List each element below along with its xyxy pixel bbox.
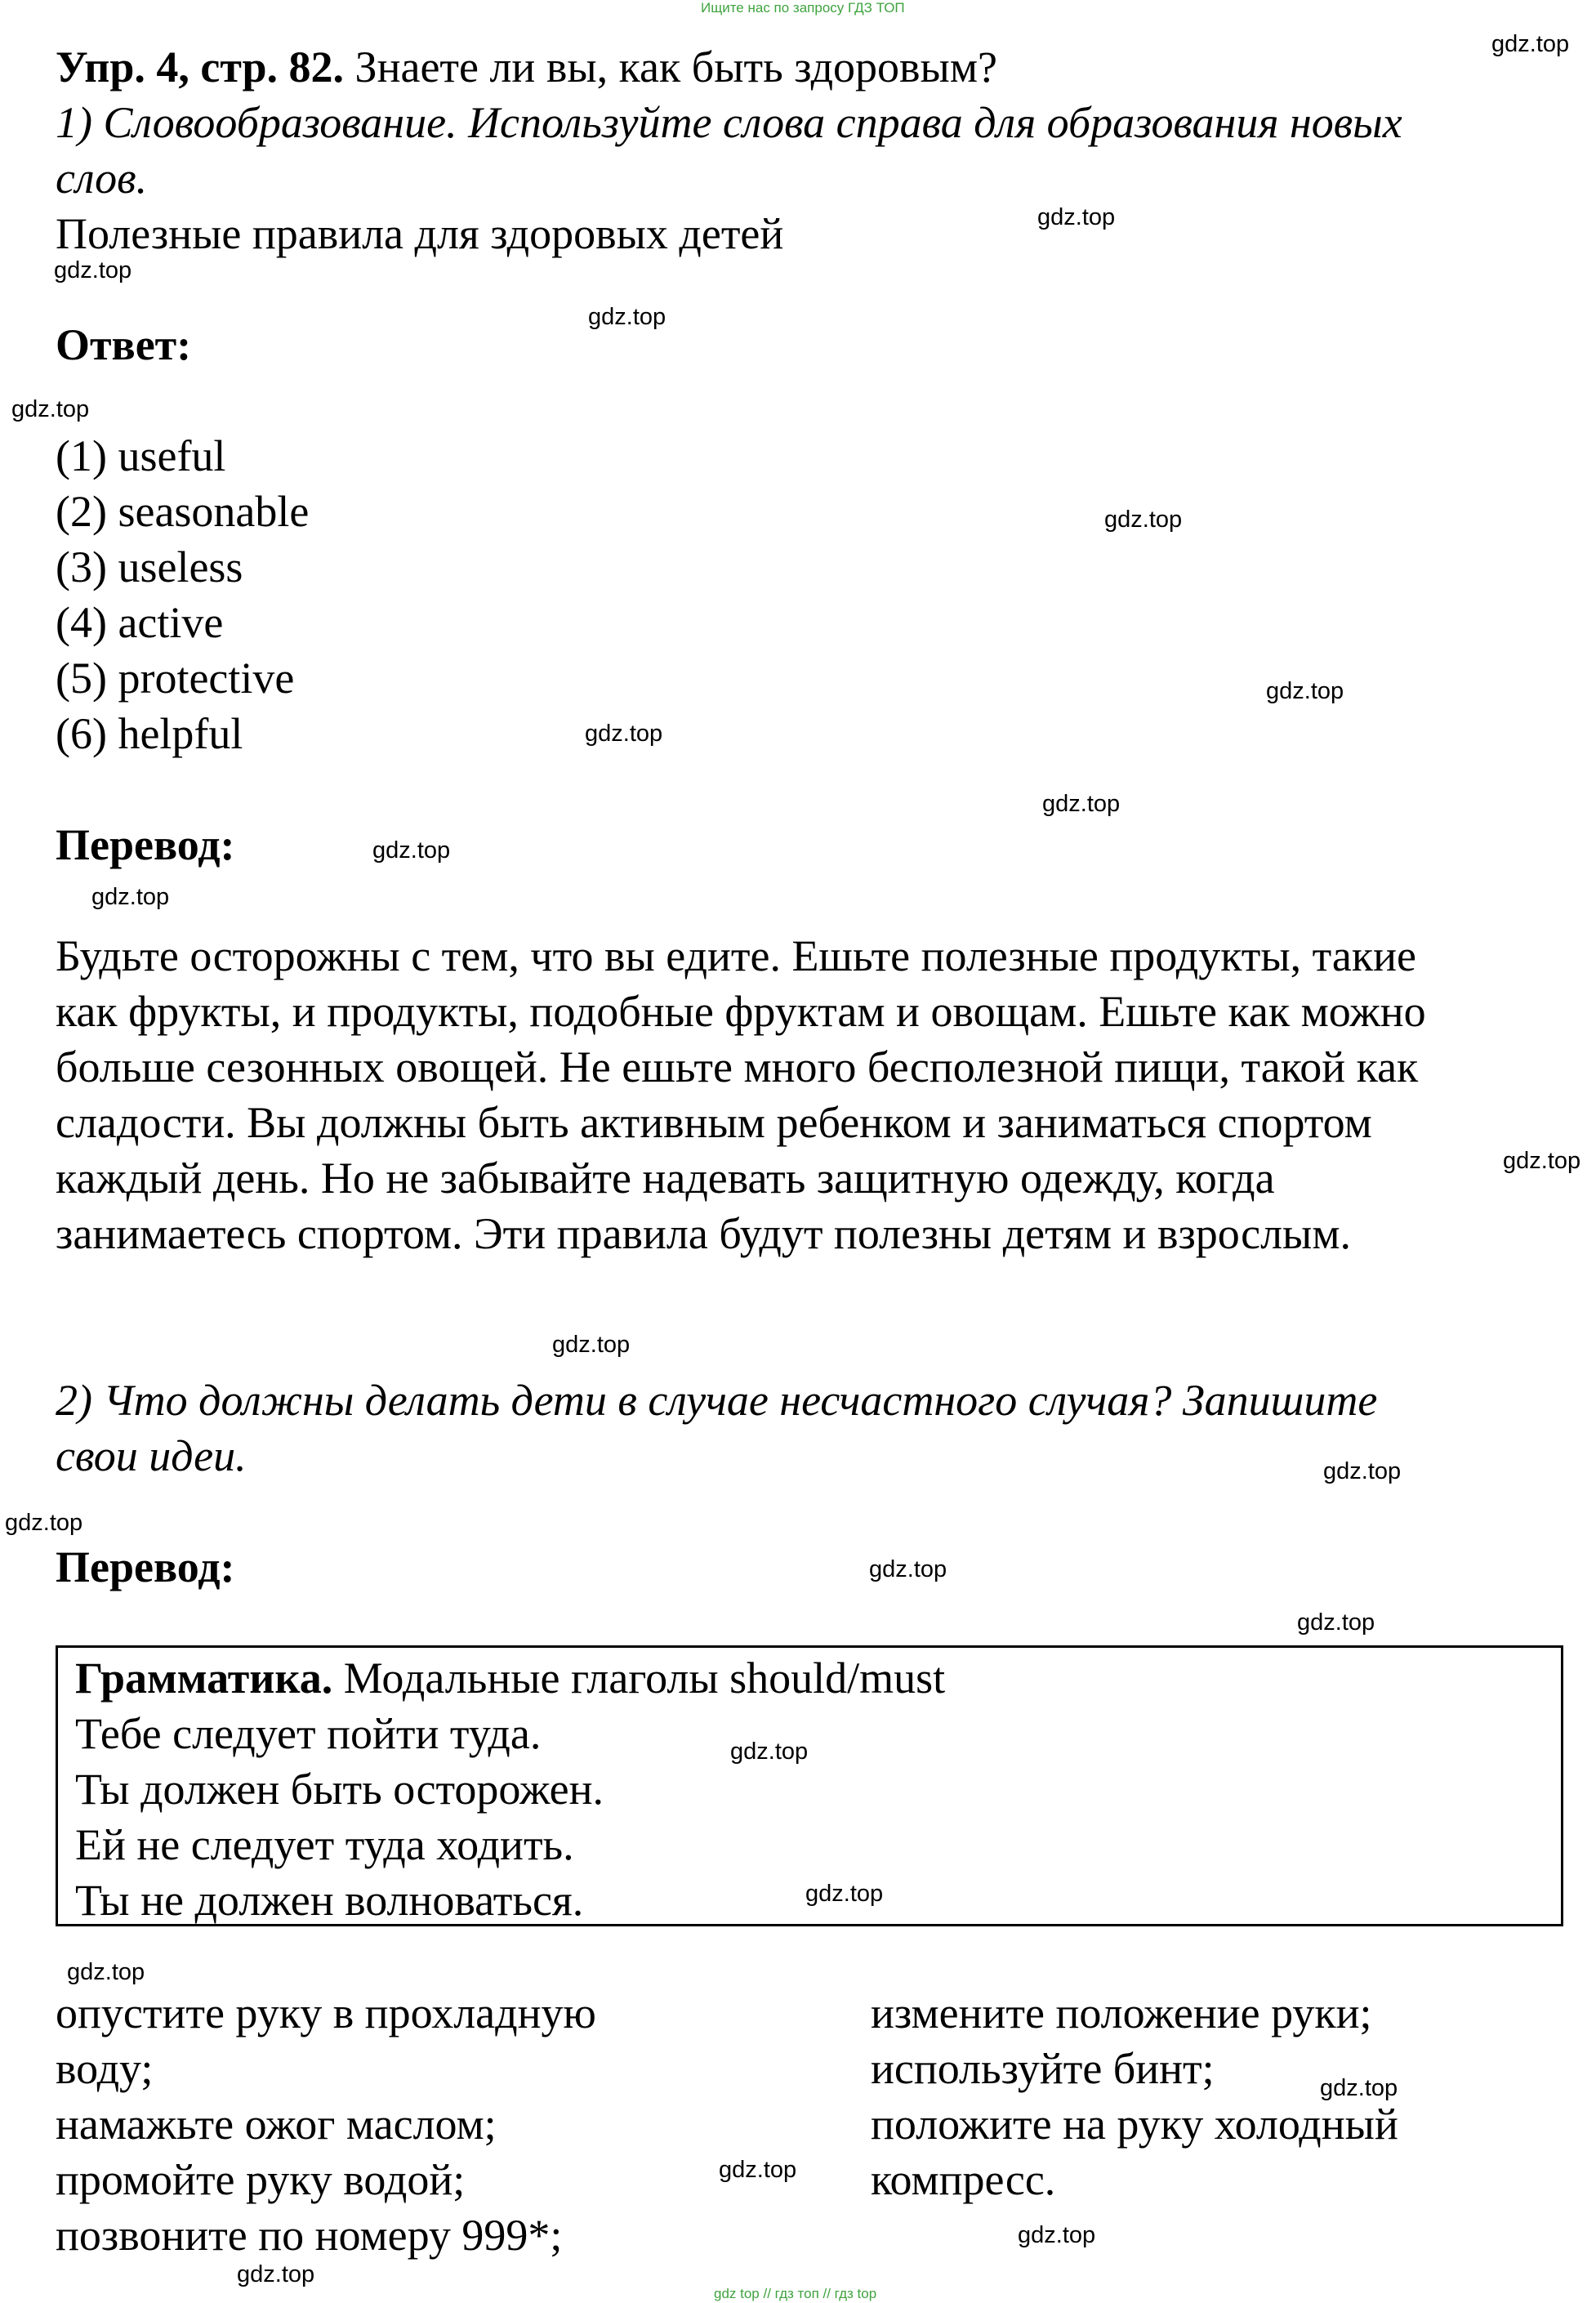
watermark: gdz.top [719, 2157, 797, 2183]
watermark: gdz.top [588, 304, 666, 330]
answer-item: (1) useful [56, 431, 226, 480]
answer-item: (5) protective [56, 654, 295, 703]
option-right: измените положение руки; [871, 1988, 1372, 2037]
watermark: gdz.top [1104, 507, 1183, 533]
grammar-example: Ты должен быть осторожен. [75, 1765, 604, 1814]
option-left: промойте руку водой; [56, 2155, 466, 2204]
watermark: gdz.top [730, 1738, 809, 1765]
watermark: gdz.top [91, 884, 170, 910]
grammar-example: Тебе следует пойти туда. [75, 1709, 542, 1758]
watermark: gdz.top [1037, 204, 1116, 230]
translation2-heading: Перевод: [56, 1542, 235, 1591]
watermark: gdz.top [585, 721, 663, 747]
watermark: gdz.top [805, 1881, 884, 1907]
watermark: gdz.top [372, 837, 451, 864]
translation-line: сладости. Вы должны быть активным ребенком и заниматься спортом [56, 1098, 1372, 1147]
task1-subtitle: Полезные правила для здоровых детей [56, 209, 784, 258]
translation-line: Будьте осторожны с тем, что вы едите. Ешьте полезные продукты, такие [56, 931, 1416, 980]
exercise-title: Знаете ли вы, как быть здоровым? [344, 42, 997, 91]
option-left: позвоните по номеру 999*; [56, 2211, 563, 2260]
answer-item: (3) useless [56, 542, 243, 591]
answer-item: (4) active [56, 598, 224, 647]
translation-line: больше сезонных овощей. Не ешьте много бесполезной пищи, такой как [56, 1042, 1419, 1091]
watermark: gdz.top [869, 1556, 947, 1582]
watermark: gdz.top [237, 2261, 315, 2287]
watermark: gdz.top [1266, 678, 1344, 704]
watermark: gdz.top [1323, 1458, 1402, 1484]
option-right: используйте бинт; [871, 2044, 1215, 2093]
option-right: компресс. [871, 2155, 1056, 2204]
grammar-example: Ты не должен волноваться. [75, 1876, 584, 1925]
translation-line: занимаетесь спортом. Эти правила будут полезны детям и взрослым. [56, 1209, 1351, 1258]
watermark: gdz.top [54, 257, 132, 283]
task2-line2: свои идеи. [56, 1431, 247, 1480]
task1-line2: слов. [56, 154, 148, 203]
translation-heading: Перевод: [56, 820, 235, 869]
watermark: gdz.top [1503, 1148, 1581, 1174]
grammar-topic: Модальные глаголы should/must [332, 1654, 946, 1703]
grammar-title [75, 1650, 945, 1706]
page-title [56, 39, 997, 95]
top-banner: Ищите нас по запросу ГДЗ ТОП [701, 0, 905, 16]
answer-item: (2) seasonable [56, 487, 310, 536]
translation-line: как фрукты, и продукты, подобные фруктам и овощам. Ешьте как можно [56, 987, 1426, 1036]
grammar-example: Ей не следует туда ходить. [75, 1820, 574, 1869]
option-left: воду; [56, 2044, 154, 2093]
exercise-number: Упр. 4, стр. 82. [56, 42, 345, 91]
watermark: gdz.top [1042, 791, 1121, 817]
option-left: намажьте ожог маслом; [56, 2100, 497, 2149]
watermark: gdz.top [5, 1510, 83, 1536]
answer-heading: Ответ: [56, 320, 192, 369]
watermark: gdz.top [1491, 31, 1570, 57]
watermark: gdz.top [67, 1959, 145, 1985]
task2-line1: 2) Что должны делать дети в случае несчастного случая? Запишите [56, 1376, 1378, 1425]
watermark: gdz.top [552, 1332, 631, 1358]
task1-line1: 1) Словообразование. Используйте слова справа для образования новых [56, 98, 1402, 147]
answer-item: (6) helpful [56, 709, 243, 758]
option-left: опустите руку в прохладную [56, 1988, 596, 2037]
watermark: gdz.top [1018, 2222, 1096, 2248]
grammar-label: Грамматика. [75, 1654, 333, 1703]
footer-links: gdz top // гдз топ // гдз top [714, 2286, 877, 2301]
watermark: gdz.top [11, 396, 90, 422]
translation-line: каждый день. Но не забывайте надевать защитную одежду, когда [56, 1154, 1275, 1203]
watermark: gdz.top [1297, 1609, 1375, 1636]
option-right: положите на руку холодный [871, 2100, 1398, 2149]
watermark: gdz.top [1320, 2075, 1398, 2101]
